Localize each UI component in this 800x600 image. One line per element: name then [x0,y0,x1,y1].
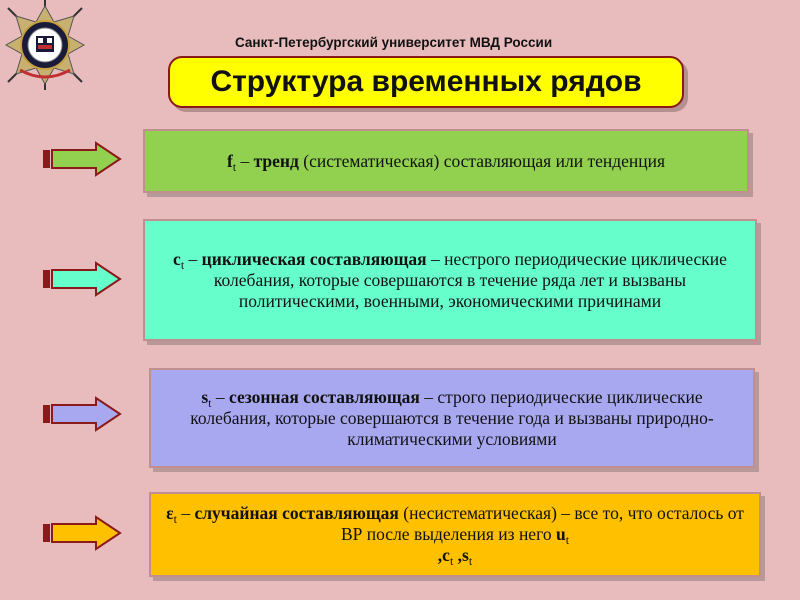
cyclic-component-text: $c_t$ – циклическая составляющая – нестрого периодические циклические колебания, которые совершаются в течение ряда лет и вызваны политическими, военными, экономическими причинами [173,248,727,311]
cyclic-component-box [143,219,757,341]
arrow-right-icon [40,261,122,297]
page-title: Структура временных рядов [168,56,684,108]
seasonal-component-text: $s_t$ – сезонная составляющая – строго периодические циклические колебания, которые совершаются в течение года и вызваны природно-климатическими условиями [190,386,714,449]
seasonal-component-box [149,368,755,468]
trend-component-box [143,129,749,193]
university-name: Санкт-Петербургский университет МВД России [235,35,553,50]
university-emblem-icon [0,0,90,90]
arrow-right-icon [40,396,122,432]
random-component-box [149,492,761,577]
trend-component-text: $f_t$ – тренд (систематическая) составляющая или тенденция [226,150,666,174]
arrow-right-icon [40,515,122,551]
arrow-right-icon [40,141,122,177]
random-component-text: $\varepsilon_t$ – случайная составляющая (несистематическая) – все то, что осталось от ВР после выделения из него $u_t$ $,c_t$ $,s_t$ [166,503,744,568]
